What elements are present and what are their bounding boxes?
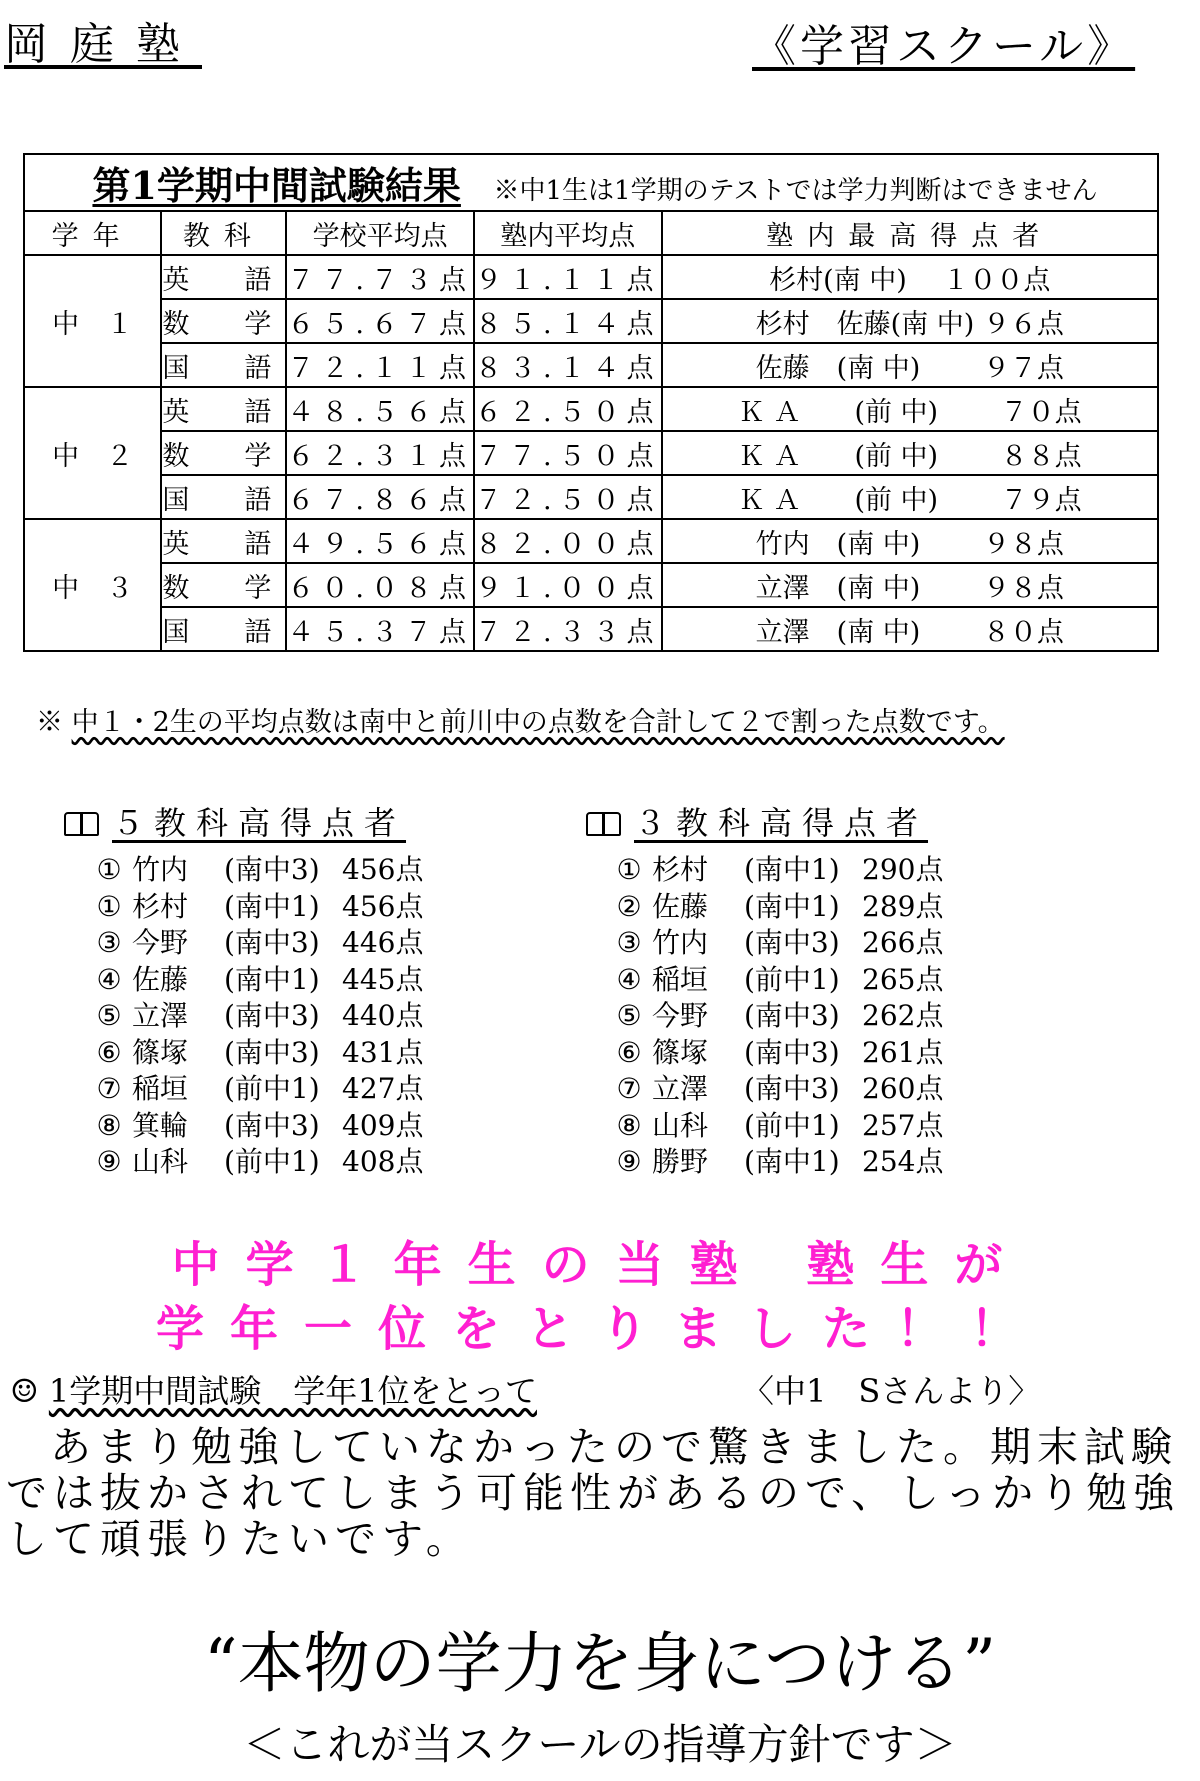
list-item: [86, 852, 423, 889]
student-name: 篠塚: [132, 1035, 189, 1069]
student-name: 立澤: [652, 1072, 709, 1105]
rank-mark: ②: [616, 889, 642, 923]
school-avg-cell: ６０.０８点: [286, 563, 474, 607]
table-row: [24, 387, 1158, 431]
student-school: (前中1): [744, 962, 840, 996]
table-row: [24, 607, 1158, 651]
list-item: [606, 1144, 943, 1181]
student-name: 勝野: [652, 1145, 709, 1178]
grade-cell: 中 １: [24, 255, 161, 387]
subject-cell: 英 語: [161, 255, 286, 299]
list-item: [86, 1108, 423, 1145]
rank-mark: ⑥: [96, 1035, 122, 1069]
col-header-grade: 学年: [24, 211, 161, 255]
subject-cell: 英 語: [161, 387, 286, 431]
ranking-3-list: [606, 852, 943, 1181]
juku-avg-cell: ８５.１４点: [474, 299, 662, 343]
rank-mark: ①: [96, 889, 122, 923]
ranking-3-title: ３教科高得点者: [634, 804, 929, 842]
table-row: [24, 255, 1158, 299]
student-name: 稲垣: [132, 1072, 189, 1105]
subject-cell: 英 語: [161, 519, 286, 563]
student-name: 佐藤: [652, 889, 709, 923]
average-note-mark: ※: [36, 707, 63, 738]
student-score: 409点: [342, 1108, 424, 1142]
school-name: 岡庭塾: [4, 19, 202, 70]
list-item: [86, 1035, 423, 1072]
list-item: [606, 1071, 943, 1108]
list-item: [86, 889, 423, 926]
top-scorer-cell: Ｋ Ａ (前 中) ７９点: [662, 475, 1158, 519]
rank-mark: ①: [96, 853, 122, 886]
school-avg-cell: ４９.５６点: [286, 519, 474, 563]
student-name: 竹内: [652, 926, 709, 959]
table-row: [24, 475, 1158, 519]
student-name: 杉村: [132, 889, 189, 923]
headline-line-2: 学年一位をとりました！！: [155, 1301, 1044, 1357]
headline-line-1: 中学１年生の当塾 塾生が: [171, 1237, 1029, 1293]
ranking-3-subjects: [586, 798, 943, 1181]
student-score: 290点: [862, 853, 944, 886]
student-school: (南中3): [744, 926, 840, 959]
rank-mark: ④: [616, 962, 642, 996]
subject-cell: 国 語: [161, 607, 286, 651]
comment-from: 〈中1 Sさんより〉: [742, 1372, 1041, 1410]
rank-mark: ①: [616, 853, 642, 886]
student-school: (南中3): [744, 1072, 840, 1105]
juku-avg-cell: ９１.００点: [474, 563, 662, 607]
col-header-subject: 教科: [161, 211, 286, 255]
school-avg-cell: ７７.７３点: [286, 255, 474, 299]
list-item: [606, 962, 943, 999]
comment-body: あまり勉強していなかったので驚きました。期末試験では抜かされてしまう可能性があるので、しっかり勉強して頑張りたいです。: [6, 1423, 1181, 1563]
student-score: 445点: [342, 962, 424, 996]
grade-cell: 中 ２: [24, 387, 161, 519]
student-score: 456点: [342, 853, 424, 886]
school-avg-cell: ７２.１１点: [286, 343, 474, 387]
rank-mark: ⑧: [616, 1108, 642, 1142]
list-item: [606, 852, 943, 889]
student-score: 408点: [342, 1145, 424, 1178]
top-scorer-cell: Ｋ Ａ (前 中) ８８点: [662, 431, 1158, 475]
school-avg-cell: ４８.５６点: [286, 387, 474, 431]
table-row: [24, 519, 1158, 563]
top-scorer-cell: 佐藤 (南 中) ９７点: [662, 343, 1158, 387]
juku-avg-cell: ６２.５０点: [474, 387, 662, 431]
student-school: (南中1): [224, 889, 320, 923]
student-score: 440点: [342, 999, 424, 1032]
student-score: 446点: [342, 926, 424, 959]
table-row: [24, 343, 1158, 387]
results-title: 第1学期中間試験結果: [92, 163, 461, 208]
student-school: (南中3): [224, 999, 320, 1032]
student-school: (南中3): [224, 926, 320, 959]
top-scorer-cell: 杉村 佐藤(南 中) ９６点: [662, 299, 1158, 343]
rank-mark: ⑤: [616, 999, 642, 1032]
student-school: (前中1): [744, 1108, 840, 1142]
list-item: [606, 1108, 943, 1145]
student-score: 456点: [342, 889, 424, 923]
rank-mark: ③: [96, 926, 122, 959]
student-school: (前中1): [224, 1072, 320, 1105]
juku-avg-cell: ７２.３３点: [474, 607, 662, 651]
col-header-school-avg: 学校平均点: [286, 211, 474, 255]
student-score: 266点: [862, 926, 944, 959]
student-score: 265点: [862, 962, 944, 996]
subject-cell: 数 学: [161, 431, 286, 475]
ranking-5-subjects: [64, 798, 423, 1181]
subject-cell: 国 語: [161, 343, 286, 387]
col-header-juku-avg: 塾内平均点: [474, 211, 662, 255]
top-scorer-cell: 竹内 (南 中) ９８点: [662, 519, 1158, 563]
student-name: 杉村: [652, 853, 709, 886]
smiley-icon: ☺: [10, 1372, 39, 1410]
table-row: [24, 563, 1158, 607]
program-name-text: 《学習スクール》: [752, 21, 1136, 72]
rank-mark: ⑥: [616, 1035, 642, 1069]
student-school: (南中1): [744, 853, 840, 886]
list-item: [606, 1035, 943, 1072]
comment-title: 1学期中間試験 学年1位をとって: [48, 1372, 537, 1410]
student-school: (前中1): [224, 1145, 320, 1178]
rank-mark: ⑧: [96, 1108, 122, 1142]
student-school: (南中3): [224, 853, 320, 886]
list-item: [606, 925, 943, 962]
ranking-5-title-row: [64, 798, 423, 844]
student-score: 262点: [862, 999, 944, 1032]
rank-mark: ③: [616, 926, 642, 959]
student-score: 260点: [862, 1072, 944, 1105]
student-name: 稲垣: [652, 962, 709, 996]
student-score: 261点: [862, 1035, 944, 1069]
ranking-3-title-row: [586, 798, 943, 844]
juku-avg-cell: ８３.１４点: [474, 343, 662, 387]
subject-cell: 数 学: [161, 299, 286, 343]
student-name: 今野: [132, 926, 189, 959]
table-header-row: [24, 211, 1158, 255]
student-name: 山科: [652, 1108, 709, 1142]
juku-avg-cell: ８２.００点: [474, 519, 662, 563]
comment-heading: [10, 1366, 537, 1412]
top-scorer-cell: 立澤 (南 中) ８０点: [662, 607, 1158, 651]
juku-avg-cell: ７２.５０点: [474, 475, 662, 519]
ranking-5-list: [86, 852, 423, 1181]
juku-avg-cell: ７７.５０点: [474, 431, 662, 475]
rank-mark: ⑤: [96, 999, 122, 1032]
list-item: [606, 889, 943, 926]
book-icon: [586, 812, 620, 836]
results-note: ※中1生は1学期のテストでは学力判断はできません: [493, 176, 1098, 206]
average-note-text: 中１・2生の平均点数は南中と前川中の点数を合計して２で割った点数です。: [71, 707, 1005, 738]
rank-mark: ⑨: [616, 1145, 642, 1178]
student-school: (南中3): [744, 999, 840, 1032]
rank-mark: ⑨: [96, 1145, 122, 1178]
student-school: (南中3): [744, 1035, 840, 1069]
subject-cell: 数 学: [161, 563, 286, 607]
school-avg-cell: ６７.８６点: [286, 475, 474, 519]
student-score: 431点: [342, 1035, 424, 1069]
student-name: 竹内: [132, 853, 189, 886]
motto-sub: ＜これが当スクールの指導方針です＞: [243, 1720, 957, 1769]
table-row: [24, 299, 1158, 343]
list-item: [86, 1071, 423, 1108]
student-school: (南中1): [744, 889, 840, 923]
table-row: [24, 431, 1158, 475]
book-icon: [64, 812, 98, 836]
top-scorer-cell: 立澤 (南 中) ９８点: [662, 563, 1158, 607]
rank-mark: ④: [96, 962, 122, 996]
school-avg-cell: ４５.３７点: [286, 607, 474, 651]
student-name: 今野: [652, 999, 709, 1032]
school-avg-cell: ６２.３１点: [286, 431, 474, 475]
student-name: 山科: [132, 1145, 189, 1178]
student-school: (南中3): [224, 1108, 320, 1142]
student-school: (南中1): [744, 1145, 840, 1178]
average-note: [36, 700, 1005, 739]
student-score: 254点: [862, 1145, 944, 1178]
top-scorer-cell: 杉村(南 中) １００点: [662, 255, 1158, 299]
col-header-top-scorer: 塾内最高得点者: [662, 211, 1158, 255]
student-name: 篠塚: [652, 1035, 709, 1069]
top-scorer-cell: Ｋ Ａ (前 中) ７０点: [662, 387, 1158, 431]
list-item: [86, 998, 423, 1035]
rank-mark: ⑦: [96, 1072, 122, 1105]
results-table: [23, 153, 1159, 652]
student-name: 箕輪: [132, 1108, 189, 1142]
ranking-5-title: ５教科高得点者: [112, 804, 407, 842]
student-score: 257点: [862, 1108, 944, 1142]
list-item: [86, 1144, 423, 1181]
student-name: 佐藤: [132, 962, 189, 996]
list-item: [86, 962, 423, 999]
juku-avg-cell: ９１.１１点: [474, 255, 662, 299]
school-avg-cell: ６５.６７点: [286, 299, 474, 343]
student-school: (南中3): [224, 1035, 320, 1069]
list-item: [86, 925, 423, 962]
student-school: (南中1): [224, 962, 320, 996]
program-name: [752, 10, 1135, 74]
student-score: 289点: [862, 889, 944, 923]
student-name: 立澤: [132, 999, 189, 1032]
rank-mark: ⑦: [616, 1072, 642, 1105]
list-item: [606, 998, 943, 1035]
motto-main: “本物の学力を身につける”: [203, 1625, 997, 1702]
grade-cell: 中 ３: [24, 519, 161, 651]
subject-cell: 国 語: [161, 475, 286, 519]
results-title-row: [24, 154, 1158, 211]
student-score: 427点: [342, 1072, 424, 1105]
